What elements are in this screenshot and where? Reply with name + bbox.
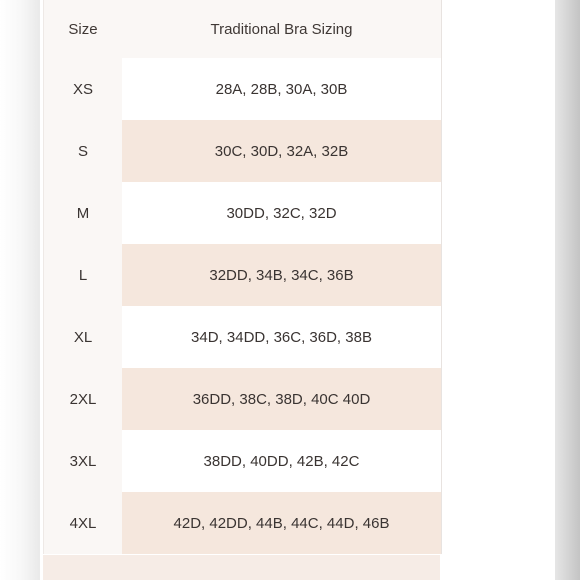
table-body — [44, 58, 441, 554]
size-cell: S — [44, 120, 122, 182]
left-margin — [0, 0, 40, 580]
size-cell: L — [44, 244, 122, 306]
bra-size-cell: 38DD, 40DD, 42B, 42C — [122, 430, 441, 492]
table-row — [44, 120, 441, 182]
size-cell: 2XL — [44, 368, 122, 430]
bra-size-cell: 36DD, 38C, 38D, 40C 40D — [122, 368, 441, 430]
size-cell: 3XL — [44, 430, 122, 492]
bra-sizing-column-header: Traditional Bra Sizing — [210, 20, 353, 38]
bra-size-cell: 42D, 42DD, 44B, 44C, 44D, 46B — [122, 492, 441, 554]
table-row — [44, 58, 441, 120]
table-row — [44, 430, 441, 492]
table-row — [44, 182, 441, 244]
size-cell: XL — [44, 306, 122, 368]
bra-size-cell: 32DD, 34B, 34C, 36B — [122, 244, 441, 306]
table-row — [44, 492, 441, 554]
size-chart-table — [43, 0, 442, 554]
table-footer-band — [43, 555, 440, 580]
size-column-header: Size — [68, 20, 98, 38]
bra-size-cell: 30DD, 32C, 32D — [122, 182, 441, 244]
bra-size-cell: 28A, 28B, 30A, 30B — [122, 58, 441, 120]
right-scroll-shadow — [555, 0, 580, 580]
table-row — [44, 244, 441, 306]
table-row — [44, 368, 441, 430]
size-cell: 4XL — [44, 492, 122, 554]
table-row — [44, 306, 441, 368]
size-cell: XS — [44, 58, 122, 120]
bra-size-cell: 30C, 30D, 32A, 32B — [122, 120, 441, 182]
size-cell: M — [44, 182, 122, 244]
table-header — [44, 0, 441, 58]
bra-size-cell: 34D, 34DD, 36C, 36D, 38B — [122, 306, 441, 368]
